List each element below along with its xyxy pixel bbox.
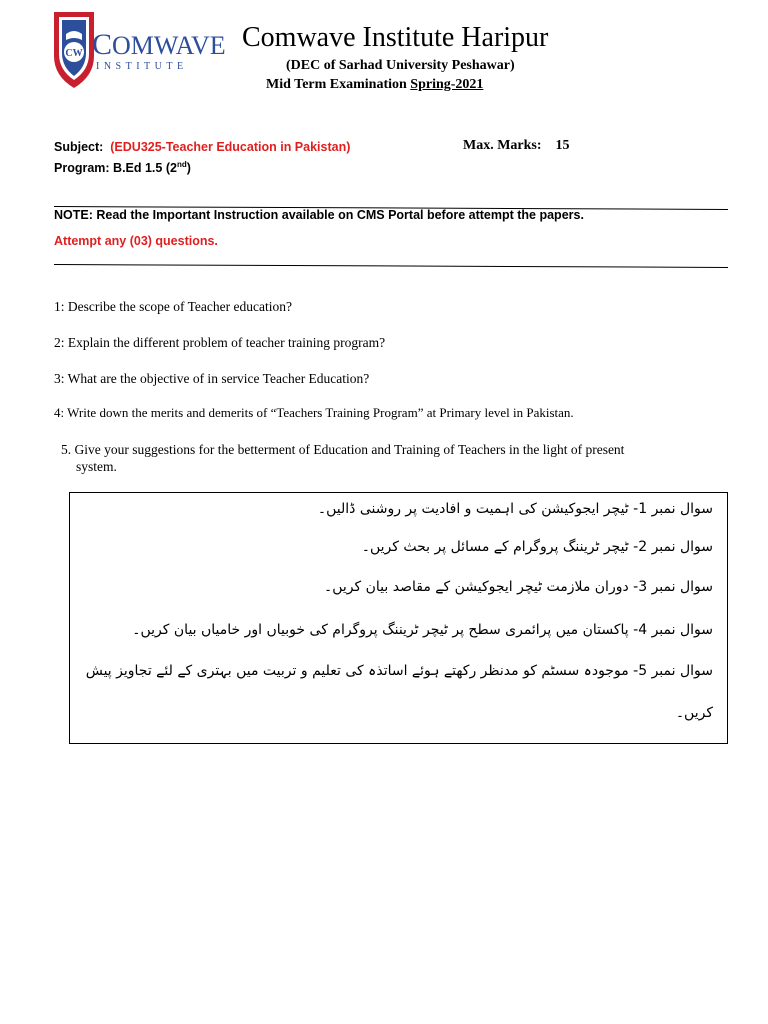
urdu-question-2: سوال نمبر 2- ٹیچر ٹریننگ پروگرام کے مسائل پر بحث کریں۔ bbox=[361, 539, 713, 555]
question-4: 4: Write down the merits and demerits of “Teachers Training Program” at Primary level in Pakistan. bbox=[54, 405, 574, 420]
subject-value: (EDU325-Teacher Education in Pakistan) bbox=[110, 140, 351, 154]
shield-icon bbox=[52, 6, 96, 90]
urdu-question-5-cont: کریں۔ bbox=[675, 705, 713, 721]
urdu-question-1: سوال نمبر 1- ٹیچر ایجوکیشن کی اہمیت و افادیت پر روشنی ڈالیں۔ bbox=[317, 501, 713, 517]
urdu-questions-box bbox=[69, 492, 728, 744]
logo-wordmark: COMWAVE bbox=[92, 28, 226, 61]
question-3: 3: What are the objective of in service Teacher Education? bbox=[54, 371, 370, 386]
institute-logo bbox=[52, 6, 226, 90]
question-2: 2: Explain the different problem of teacher training program? bbox=[54, 335, 386, 350]
question-5: 5. Give your suggestions for the betterment of Education and Training of Teachers in the light of present system. bbox=[61, 442, 625, 474]
attempt-text: Attempt any (03) questions. bbox=[54, 234, 218, 248]
institute-title: Comwave Institute Haripur bbox=[242, 22, 549, 53]
divider-bottom bbox=[54, 264, 728, 268]
program-line: Program: B.Ed 1.5 (2nd) bbox=[54, 160, 191, 176]
question-1: 1: Describe the scope of Teacher education? bbox=[54, 299, 292, 314]
urdu-question-3: سوال نمبر 3- دوران ملازمت ٹیچر ایجوکیشن کے مقاصد بیان کریں۔ bbox=[324, 579, 713, 595]
urdu-question-4: سوال نمبر 4- پاکستان میں پرائمری سطح پر ٹیچر ٹریننگ پروگرام کی خوبیاں اور خامیاں بیان کریں۔ bbox=[132, 622, 713, 638]
max-marks: Max. Marks: 15 bbox=[463, 138, 570, 153]
exam-session: Spring-2021 bbox=[410, 77, 484, 92]
urdu-question-5: سوال نمبر 5- موجودہ سسٹم کو مدنظر رکھتے ہوئے اساتذہ کی تعلیم و تربیت میں بہتری کے لئے تجاویز پیش bbox=[85, 663, 713, 679]
note-text: NOTE: Read the Important Instruction available on CMS Portal before attempt the papers. bbox=[54, 208, 584, 222]
subject-line: Subject: (EDU325-Teacher Education in Pakistan) bbox=[54, 140, 351, 154]
affiliation-line: (DEC of Sarhad University Peshawar) bbox=[286, 58, 515, 73]
emblem-text: CW bbox=[65, 48, 83, 59]
exam-title: Mid Term Examination Spring-2021 bbox=[266, 77, 484, 92]
logo-subtitle: INSTITUTE bbox=[96, 61, 188, 72]
